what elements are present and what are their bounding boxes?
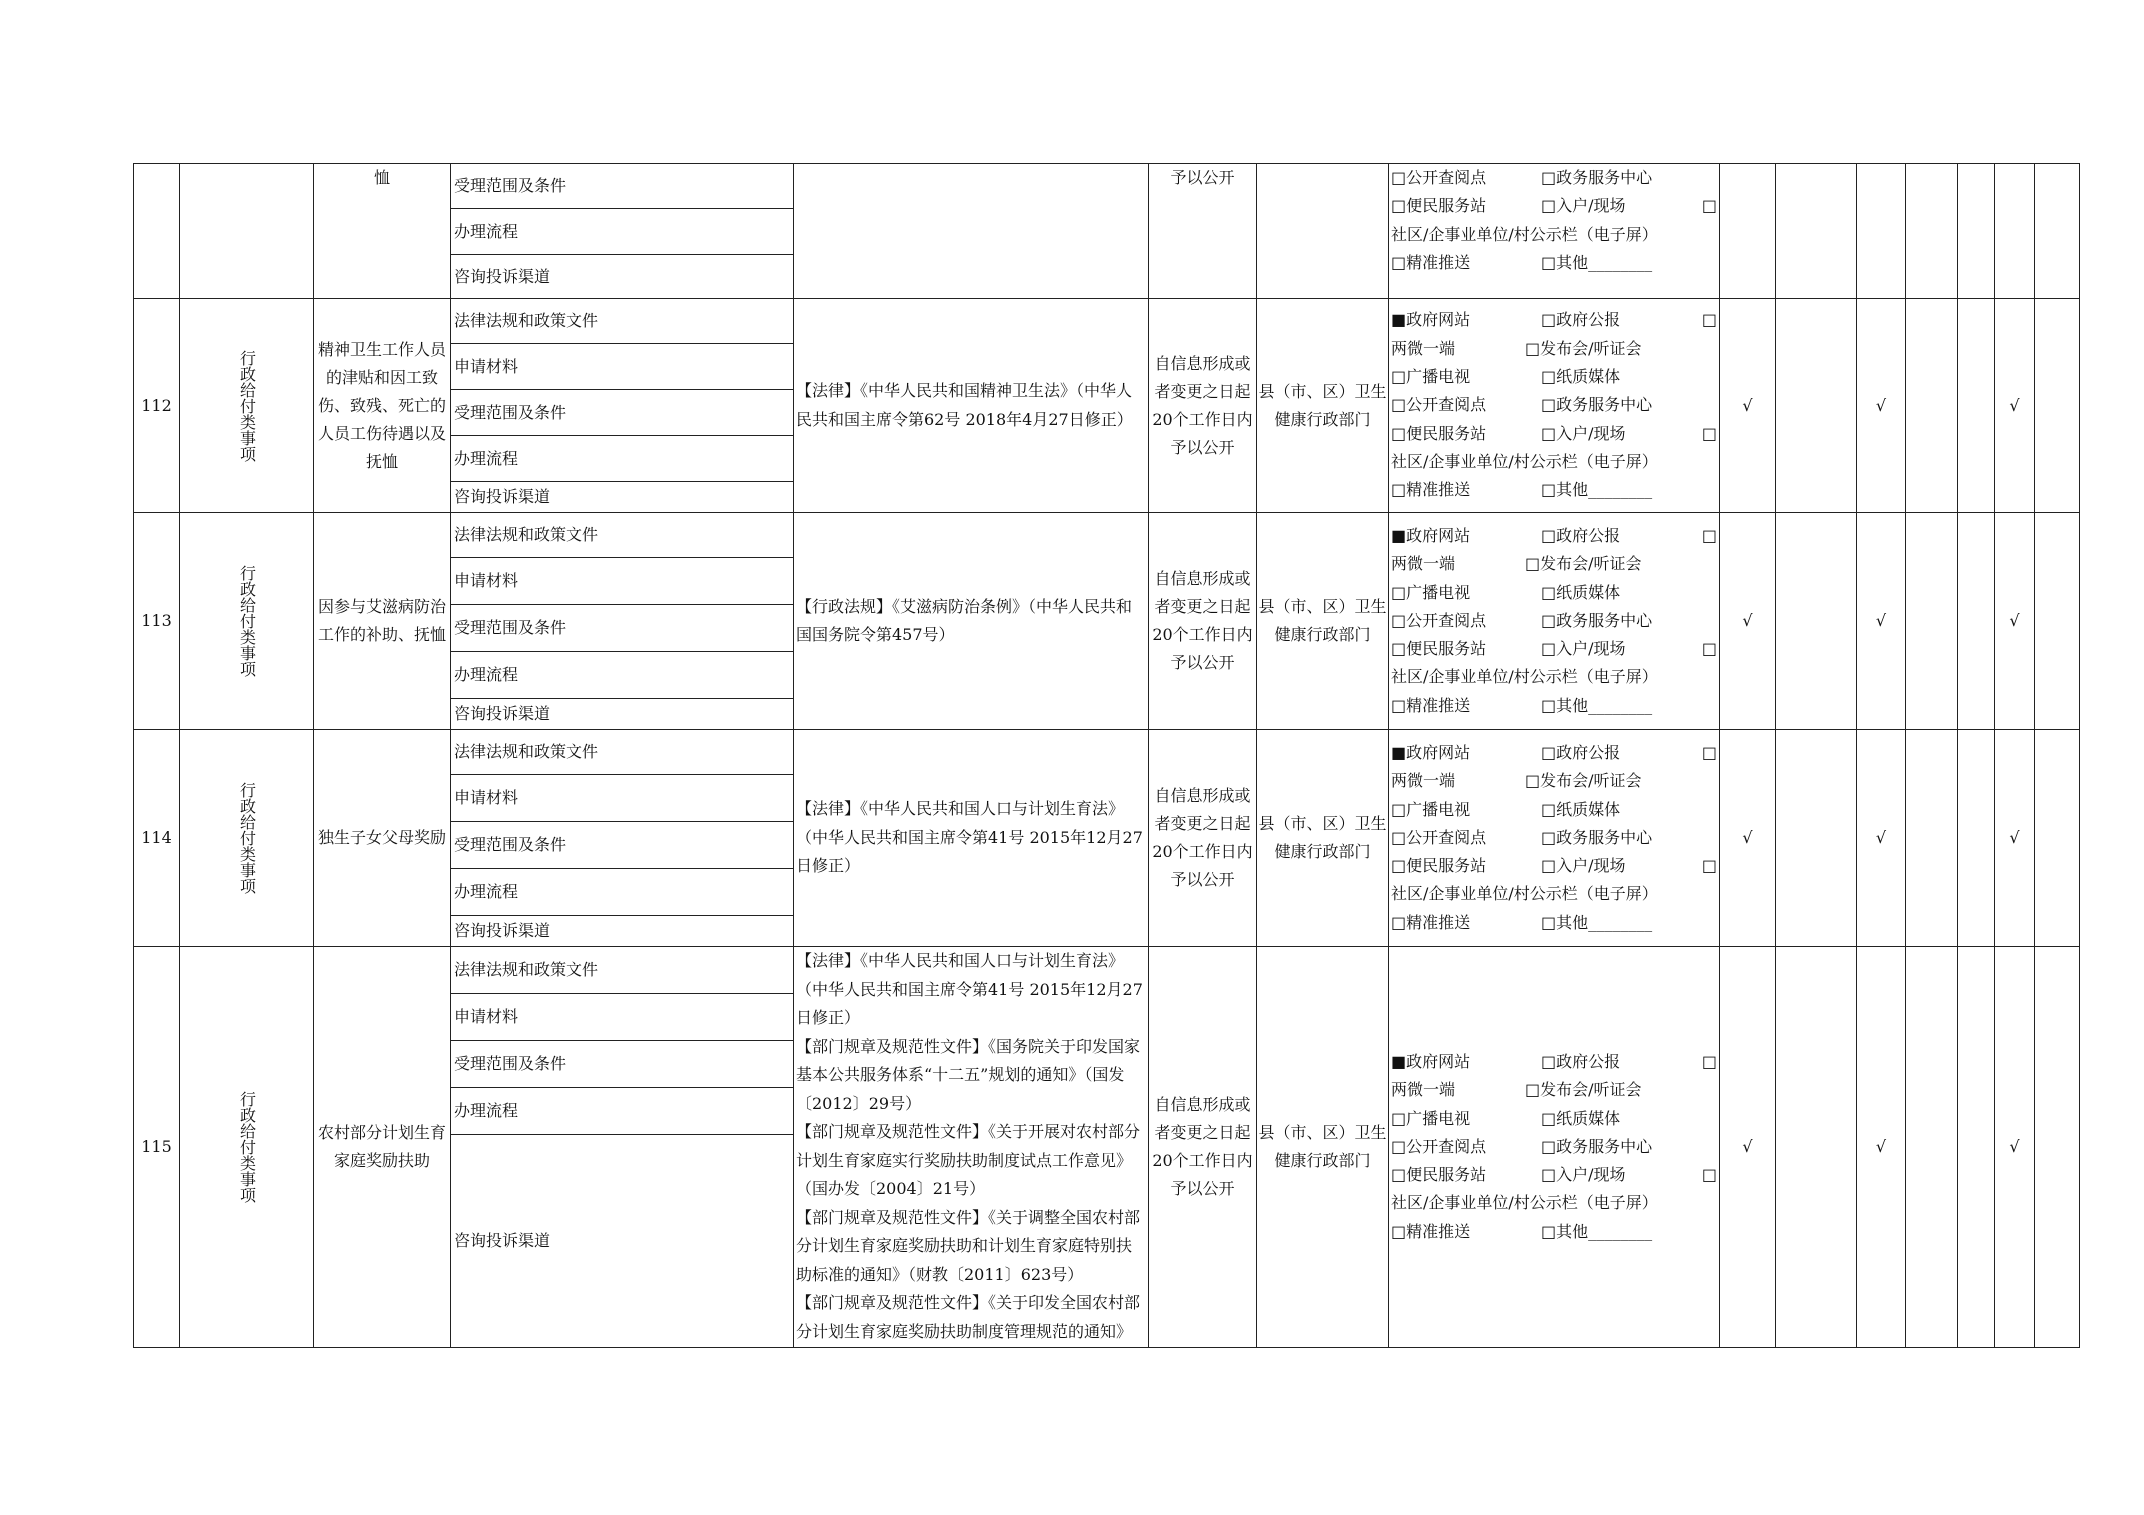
chk-reading-point[interactable]: □公开查阅点 [1391, 610, 1487, 630]
cell-empty [1776, 947, 1857, 1348]
chk-service-center[interactable]: □政务服务中心 [1541, 395, 1653, 415]
cell-time-limit [1149, 947, 1257, 1348]
cell-index [134, 299, 180, 513]
check-mark: √ [1995, 947, 2035, 1348]
cell-channels [1389, 947, 1720, 1348]
sub-item: 受理范围及条件 [451, 390, 794, 436]
table-row-114 [134, 730, 2080, 775]
check-mark: √ [1720, 947, 1776, 1348]
chk-household[interactable]: □入户/现场 [1541, 1165, 1626, 1185]
time-limit-text: 自信息形成或者变更之日起20个工作日内予以公开 [1152, 353, 1253, 457]
chk-press[interactable]: □发布会/听证会 [1525, 554, 1642, 574]
cell-item [314, 513, 451, 730]
cell-time-limit [1149, 299, 1257, 513]
basis-text: 【法律】《中华人民共和国人口与计划生育法》（中华人民共和国主席令第41号 2015年12月27日修正） [796, 951, 1143, 1027]
basis-text: 【法律】《中华人民共和国精神卫生法》（中华人民共和国主席令第62号 2018年4月27日修正） [796, 381, 1133, 429]
cell-time-limit [1149, 730, 1257, 947]
cell-time-limit [1149, 513, 1257, 730]
two-micro-label: 两微一端 [1391, 1080, 1456, 1100]
item-name: 因参与艾滋病防治工作的补助、抚恤 [317, 597, 446, 644]
sub-item: 申请材料 [451, 344, 794, 390]
sub-item: 法律法规和政策文件 [451, 947, 794, 994]
cell-empty [1995, 164, 2035, 299]
cell-channels [1389, 299, 1720, 513]
chk-reading-point[interactable]: □公开查阅点 [1391, 827, 1487, 847]
sub-item: 申请材料 [451, 994, 794, 1041]
sub-item: 办理流程 [451, 1088, 794, 1135]
chk-precise-push[interactable]: □精准推送 [1391, 252, 1471, 272]
chk-government-site[interactable]: ■政府网站 [1391, 310, 1471, 330]
check-mark: √ [1720, 730, 1776, 947]
chk-government-site[interactable]: ■政府网站 [1391, 1051, 1471, 1071]
cell-empty [2035, 164, 2080, 299]
two-micro-label: 两微一端 [1391, 554, 1456, 574]
cell-category [180, 947, 314, 1348]
cell-subject-empty [1257, 164, 1389, 299]
chk-government-site[interactable]: ■政府网站 [1391, 525, 1471, 545]
item-name: 农村部分计划生育家庭奖励扶助 [317, 1123, 446, 1170]
sub-item: 办理流程 [451, 869, 794, 916]
chk-bulletin-box[interactable]: □ [1701, 1165, 1717, 1185]
category-text: 行政给付类事项 [237, 782, 257, 894]
chk-service-station[interactable]: □便民服务站 [1391, 639, 1487, 659]
cell-empty [1906, 730, 1958, 947]
basis-text: 【部门规章及规范性文件】《国务院关于印发国家基本公共服务体系“十二五”规划的通知》（国发〔2012〕29号） [796, 1036, 1141, 1113]
cell-item [314, 730, 451, 947]
chk-service-center[interactable]: □政务服务中心 [1541, 827, 1653, 847]
chk-broadcast[interactable]: □广播电视 [1391, 799, 1471, 819]
chk-bulletin-label: 社区/企事业单位/村公示栏（电子屏） [1391, 451, 1658, 471]
cell-subject [1257, 947, 1389, 1348]
cell-empty [2035, 730, 2080, 947]
cell-empty [2035, 299, 2080, 513]
cell-empty [1958, 299, 1995, 513]
cell-basis [794, 947, 1149, 1348]
chk-gov-gazette[interactable]: □政府公报 [1541, 1051, 1621, 1071]
cell-empty [1906, 947, 1958, 1348]
chk-other[interactable]: □其他________ [1541, 1221, 1653, 1241]
sub-item: 申请材料 [451, 775, 794, 822]
category-text: 行政给付类事项 [237, 565, 257, 677]
item-fragment: 恤 [373, 168, 390, 187]
chk-bulletin-label: 社区/企事业单位/村公示栏（电子屏） [1391, 224, 1658, 244]
cell-empty [2035, 947, 2080, 1348]
chk-broadcast[interactable]: □广播电视 [1391, 367, 1471, 387]
cell-empty [1958, 513, 1995, 730]
chk-precise-push[interactable]: □精准推送 [1391, 695, 1471, 715]
row-number: 115 [141, 1137, 172, 1156]
chk-precise-push[interactable]: □精准推送 [1391, 912, 1471, 932]
subject-text: 县（市、区）卫生健康行政部门 [1258, 381, 1387, 429]
row-number: 112 [141, 395, 172, 415]
chk-precise-push[interactable]: □精准推送 [1391, 480, 1471, 500]
chk-service-center[interactable]: □政务服务中心 [1541, 610, 1653, 630]
sub-item: 法律法规和政策文件 [451, 299, 794, 344]
basis-text: 【部门规章及规范性文件】《关于印发全国农村部分计划生育家庭奖励扶助制度管理规范的通知》 [796, 1293, 1141, 1341]
cell-basis-empty [794, 164, 1149, 299]
subject-text: 县（市、区）卫生健康行政部门 [1258, 814, 1387, 861]
sub-item: 受理范围及条件 [451, 605, 794, 652]
cell-empty [1906, 299, 1958, 513]
time-limit-text: 予以公开 [1170, 168, 1235, 187]
basis-text: 【部门规章及规范性文件】《关于开展对农村部分计划生育家庭实行奖励扶助制度试点工作意见》（国办发〔2004〕21号） [796, 1122, 1141, 1198]
cell-empty [1776, 164, 1857, 299]
chk-print-media[interactable]: □纸质媒体 [1541, 367, 1621, 387]
chk-government-site[interactable]: ■政府网站 [1391, 742, 1471, 762]
chk-household[interactable]: □入户/现场 [1541, 856, 1626, 876]
chk-bulletin-label: 社区/企事业单位/村公示栏（电子屏） [1391, 667, 1658, 687]
cell-index [134, 513, 180, 730]
chk-bulletin-box[interactable]: □ [1701, 423, 1717, 443]
cell-item [314, 947, 451, 1348]
sub-item: 咨询投诉渠道 [451, 482, 794, 513]
chk-service-center[interactable]: □政务服务中心 [1541, 168, 1653, 187]
check-mark: √ [1857, 730, 1906, 947]
chk-broadcast[interactable]: □广播电视 [1391, 582, 1471, 602]
cell-subject [1257, 299, 1389, 513]
cell-category [180, 513, 314, 730]
chk-household[interactable]: □入户/现场 [1541, 423, 1626, 443]
cell-channels [1389, 513, 1720, 730]
cell-empty [1958, 730, 1995, 947]
chk-service-station[interactable]: □便民服务站 [1391, 423, 1487, 443]
chk-bulletin-box[interactable]: □ [1701, 856, 1717, 876]
check-mark: √ [1857, 299, 1906, 513]
chk-reading-point[interactable]: □公开查阅点 [1391, 395, 1487, 415]
chk-reading-point[interactable]: □公开查阅点 [1391, 1136, 1487, 1156]
table-row-115 [134, 947, 2080, 994]
cell-channels [1389, 730, 1720, 947]
time-limit-text: 自信息形成或者变更之日起20个工作日内予以公开 [1152, 1095, 1253, 1198]
sub-item: 办理流程 [451, 436, 794, 482]
cell-empty [1776, 730, 1857, 947]
time-limit-text: 自信息形成或者变更之日起20个工作日内予以公开 [1152, 569, 1253, 672]
sub-item: 申请材料 [451, 558, 794, 605]
chk-two-micro-box[interactable]: □ [1701, 742, 1717, 762]
subject-text: 县（市、区）卫生健康行政部门 [1258, 597, 1387, 644]
cell-empty [1776, 513, 1857, 730]
chk-household[interactable]: □入户/现场 [1541, 639, 1626, 659]
chk-press[interactable]: □发布会/听证会 [1525, 771, 1642, 791]
cell-empty [1720, 164, 1776, 299]
check-mark: √ [1995, 299, 2035, 513]
cell-empty [1776, 299, 1857, 513]
check-mark: √ [1720, 513, 1776, 730]
row-number: 114 [141, 828, 172, 847]
chk-service-station[interactable]: □便民服务站 [1391, 1165, 1487, 1185]
check-mark: √ [1995, 730, 2035, 947]
two-micro-label: 两微一端 [1391, 338, 1456, 358]
cell-item [314, 164, 451, 299]
cell-empty [1906, 164, 1958, 299]
check-mark: √ [1995, 513, 2035, 730]
chk-broadcast[interactable]: □广播电视 [1391, 1108, 1471, 1128]
chk-print-media[interactable]: □纸质媒体 [1541, 1108, 1621, 1128]
table-row-112 [134, 299, 2080, 344]
table-row-113 [134, 513, 2080, 558]
chk-service-station[interactable]: □便民服务站 [1391, 196, 1487, 216]
chk-two-micro-box[interactable]: □ [1701, 1051, 1717, 1071]
cell-empty [2035, 513, 2080, 730]
cell-subject [1257, 513, 1389, 730]
check-mark: √ [1857, 947, 1906, 1348]
sub-item: 咨询投诉渠道 [451, 916, 794, 947]
chk-press[interactable]: □发布会/听证会 [1525, 338, 1642, 358]
chk-household[interactable]: □入户/现场 [1541, 196, 1626, 216]
cell-index [134, 730, 180, 947]
chk-precise-push[interactable]: □精准推送 [1391, 1221, 1471, 1241]
chk-two-micro-box[interactable]: □ [1701, 310, 1717, 330]
sub-item: 咨询投诉渠道 [451, 699, 794, 730]
check-mark: √ [1720, 299, 1776, 513]
chk-gov-gazette[interactable]: □政府公报 [1541, 525, 1621, 545]
cell-category [180, 730, 314, 947]
cell-empty [1958, 947, 1995, 1348]
basis-text: 【部门规章及规范性文件】《关于调整全国农村部分计划生育家庭奖励扶助和计划生育家庭特别扶助标准的通知》（财教〔2011〕623号） [796, 1207, 1141, 1284]
cell-time-limit [1149, 164, 1257, 299]
two-micro-label: 两微一端 [1391, 771, 1456, 791]
sub-item: 受理范围及条件 [451, 822, 794, 869]
chk-print-media[interactable]: □纸质媒体 [1541, 799, 1621, 819]
chk-other[interactable]: □其他________ [1541, 480, 1653, 500]
cell-subject [1257, 730, 1389, 947]
chk-other[interactable]: □其他________ [1541, 912, 1653, 932]
chk-reading-point[interactable]: □公开查阅点 [1391, 168, 1487, 187]
item-name: 精神卫生工作人员的津贴和因工致伤、致残、死亡的人员工伤待遇以及抚恤 [317, 339, 446, 471]
sub-item: 咨询投诉渠道 [451, 255, 794, 299]
sub-item: 办理流程 [451, 209, 794, 255]
chk-print-media[interactable]: □纸质媒体 [1541, 582, 1621, 602]
time-limit-text: 自信息形成或者变更之日起20个工作日内予以公开 [1152, 786, 1253, 889]
chk-bulletin-label: 社区/企事业单位/村公示栏（电子屏） [1391, 1193, 1658, 1213]
cell-item [314, 299, 451, 513]
cell-basis [794, 299, 1149, 513]
cell-category-empty [180, 164, 314, 299]
chk-service-center[interactable]: □政务服务中心 [1541, 1136, 1653, 1156]
subject-text: 县（市、区）卫生健康行政部门 [1258, 1123, 1387, 1170]
chk-gov-gazette[interactable]: □政府公报 [1541, 310, 1621, 330]
disclosure-table [133, 163, 2080, 1348]
cell-basis [794, 730, 1149, 947]
cell-index [134, 947, 180, 1348]
chk-gov-gazette[interactable]: □政府公报 [1541, 742, 1621, 762]
chk-service-station[interactable]: □便民服务站 [1391, 856, 1487, 876]
chk-other[interactable]: □其他________ [1541, 252, 1653, 272]
cell-channels [1389, 164, 1720, 299]
cell-index-empty [134, 164, 180, 299]
cell-empty [1906, 513, 1958, 730]
sub-item: 受理范围及条件 [451, 164, 794, 209]
cell-category [180, 299, 314, 513]
basis-text: 【行政法规】《艾滋病防治条例》（中华人民共和国国务院令第457号） [796, 596, 1133, 644]
sub-item: 受理范围及条件 [451, 1041, 794, 1088]
category-text: 行政给付类事项 [237, 1091, 257, 1203]
chk-bulletin-label: 社区/企事业单位/村公示栏（电子屏） [1391, 884, 1658, 904]
sub-item: 办理流程 [451, 652, 794, 699]
sub-item: 法律法规和政策文件 [451, 513, 794, 558]
cell-empty [1857, 164, 1906, 299]
table-row-111-cont [134, 164, 2080, 209]
cell-basis [794, 513, 1149, 730]
chk-two-micro-box[interactable]: □ [1701, 525, 1717, 545]
category-text: 行政给付类事项 [237, 349, 257, 462]
chk-bulletin-box[interactable]: □ [1701, 639, 1717, 659]
item-name: 独生子女父母奖励 [317, 828, 446, 847]
basis-text: 【法律】《中华人民共和国人口与计划生育法》（中华人民共和国主席令第41号 2015年12月27日修正） [796, 799, 1143, 876]
sub-item: 法律法规和政策文件 [451, 730, 794, 775]
row-number: 113 [141, 611, 172, 630]
check-mark: √ [1857, 513, 1906, 730]
sub-item: 咨询投诉渠道 [451, 1135, 794, 1348]
chk-bulletin-box[interactable]: □ [1701, 196, 1717, 216]
cell-empty [1958, 164, 1995, 299]
chk-press[interactable]: □发布会/听证会 [1525, 1080, 1642, 1100]
chk-other[interactable]: □其他________ [1541, 695, 1653, 715]
